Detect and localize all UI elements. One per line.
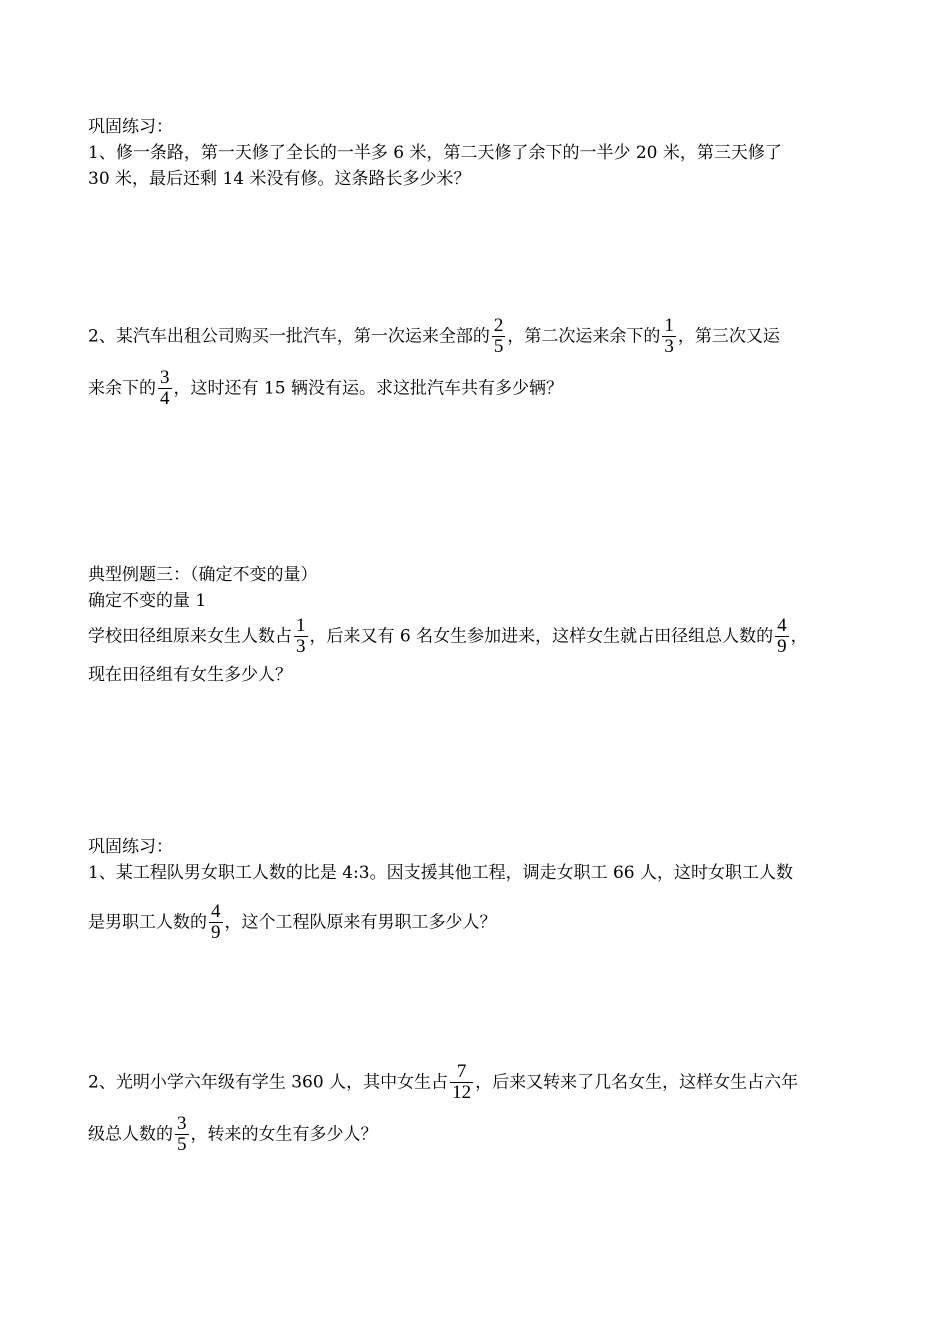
text-segment: 是男职工人数的 [88, 912, 207, 933]
s2-q1-line2 [88, 900, 868, 944]
text-segment: ，后来又有 6 名女生参加进来，这样女生就占田径组总人数的 [309, 626, 774, 647]
fraction-denominator: 9 [777, 636, 787, 657]
fraction [209, 902, 223, 943]
fraction-numerator: 7 [450, 1062, 473, 1083]
example3-subheading: 确定不变的量 1 [88, 591, 207, 611]
text-segment: 2、某汽车出租公司购买一批汽车，第一次运来全部的 [88, 326, 490, 347]
s1-q2-line2 [88, 366, 868, 410]
fraction-numerator: 3 [160, 367, 170, 388]
text-segment: ，这个工程队原来有男职工多少人？ [224, 912, 497, 933]
section2-heading: 巩固练习： [88, 837, 173, 857]
text-segment: 学校田径组原来女生人数占 [88, 626, 292, 647]
fraction-numerator: 4 [777, 615, 787, 636]
fraction-denominator: 5 [493, 336, 504, 357]
fraction [294, 616, 308, 657]
fraction [492, 316, 506, 357]
fraction-denominator: 4 [160, 388, 170, 409]
s2-q2-line2 [88, 1112, 868, 1156]
fraction-denominator: 12 [452, 1082, 472, 1103]
example3-line2: 现在田径组有女生多少人？ [88, 665, 292, 685]
fraction [775, 616, 789, 657]
s2-q2-line1 [88, 1060, 868, 1104]
text-segment: ，第二次运来余下的 [507, 326, 661, 347]
s1-q2-line1 [88, 314, 868, 358]
fraction [158, 368, 172, 409]
text-segment: 2、光明小学六年级有学生 360 人，其中女生占 [88, 1072, 449, 1093]
fraction-denominator: 3 [296, 636, 306, 657]
text-segment: ，这时还有 15 辆没有运。求这批汽车共有多少辆？ [173, 378, 563, 399]
example3-heading: 典型例题三：（确定不变的量） [88, 565, 318, 585]
text-segment: ，第三次又运 [677, 326, 780, 347]
s1-q1-line1: 1、修一条路，第一天修了全长的一半多 6 米，第二天修了余下的一半少 20 米，第三天修了 [88, 143, 782, 163]
fraction-numerator: 1 [296, 615, 306, 636]
fraction-denominator: 5 [177, 1134, 187, 1155]
fraction-denominator: 3 [664, 336, 674, 357]
text-segment: ，转来的女生有多少人？ [190, 1124, 378, 1145]
fraction [662, 316, 676, 357]
text-segment: 级总人数的 [88, 1124, 173, 1145]
fraction-numerator: 3 [177, 1113, 187, 1134]
text-segment: 来余下的 [88, 378, 156, 399]
fraction-numerator: 4 [211, 901, 221, 922]
fraction [450, 1062, 473, 1103]
fraction-numerator: 2 [493, 315, 504, 336]
section1-heading: 巩固练习： [88, 117, 173, 137]
text-segment: ， [790, 626, 808, 647]
fraction-denominator: 9 [211, 922, 221, 943]
fraction [175, 1114, 189, 1155]
example3-line1 [88, 614, 868, 658]
text-segment: ，后来又转来了几名女生，这样女生占六年 [475, 1072, 799, 1093]
s2-q1-line1: 1、某工程队男女职工人数的比是 4:3。因支援其他工程，调走女职工 66 人，这时女职工人数 [88, 863, 794, 883]
s1-q1-line2: 30 米，最后还剩 14 米没有修。这条路长多少米？ [88, 169, 471, 189]
fraction-numerator: 1 [664, 315, 674, 336]
